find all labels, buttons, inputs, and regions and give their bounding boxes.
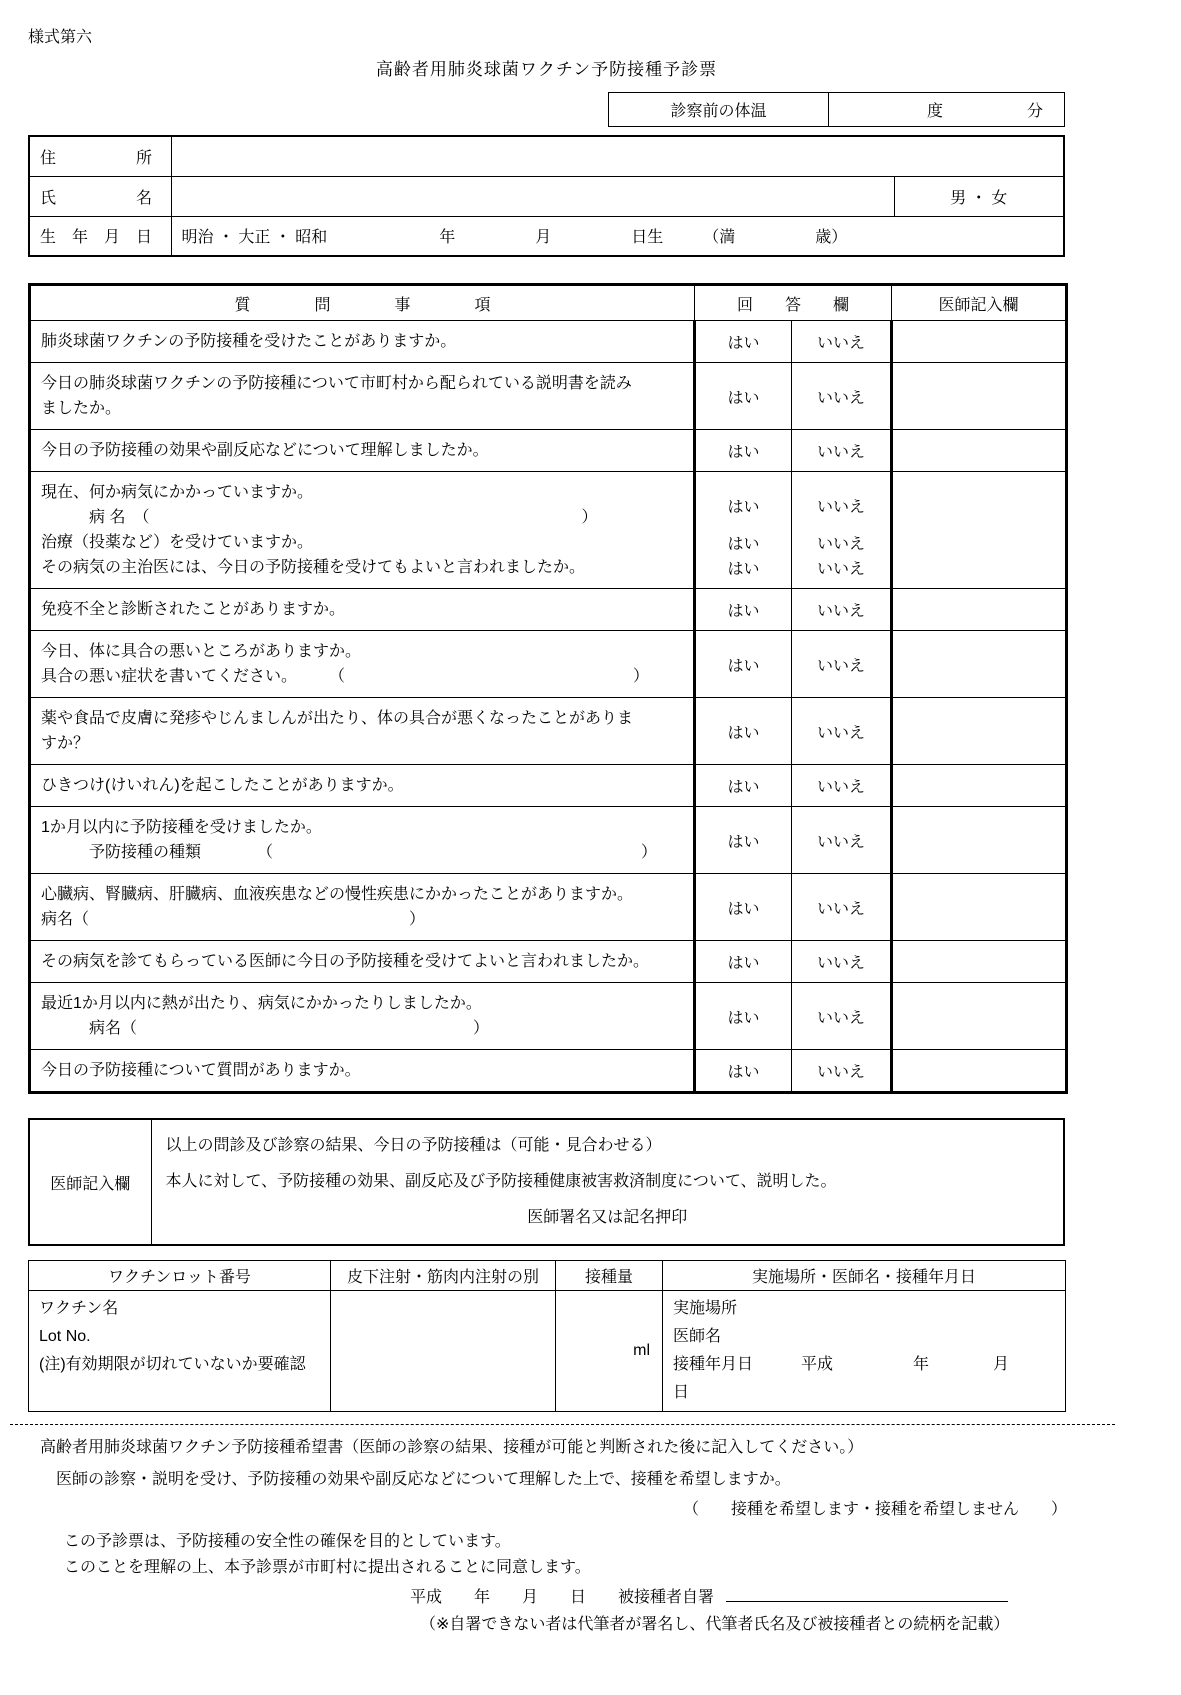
answer-no-cell[interactable]: いいえ [792,321,892,363]
answer-no-cell[interactable]: いいえ [792,589,892,631]
minutes-unit-label: 分 [1026,103,1043,120]
doctor-note-cell[interactable] [892,321,1067,363]
consent-purpose: この予診票は、予防接種の安全性の確保を目的としています。 [64,1533,511,1550]
answer-yes-option[interactable]: はい [727,498,760,516]
answer-yes-cell[interactable]: はい [695,589,792,631]
question-text: 今日の予防接種について質問がありますか。 [30,1050,695,1093]
expiry-note: (注)有効期限が切れていないか要確認 [39,1356,306,1373]
answer-yes-cell[interactable]: はい [695,321,792,363]
answer-no-option[interactable]: いいえ [817,536,866,553]
answer-no-cell[interactable]: いいえ [792,363,892,430]
answer-column-header: 回 答 欄 [695,285,892,321]
doctor-note-cell[interactable] [892,698,1067,765]
doctor-entry-row [29,1119,1064,1245]
name-label: 氏 名 [29,176,171,216]
doctor-note-cell[interactable] [892,983,1067,1050]
vaccination-date-label: 接種年月日 平成 年 月 日 [673,1356,1074,1401]
lot-number-header: ワクチンロット番号 [29,1261,331,1291]
answer-yes-cell[interactable]: はい [695,698,792,765]
doctor-explained-line: 本人に対して、予防接種の効果、副反応及び予防接種健康被害救済制度について、説明した。 [165,1173,837,1190]
answer-yes-cell[interactable]: はい [695,807,792,874]
question-text: ひきつけ(けいれん)を起こしたことがありますか。 [30,765,695,807]
question-row [30,1050,1067,1093]
answer-yes-cell[interactable]: はい [695,941,792,983]
personal-info-table [28,135,1065,257]
doctor-note-cell[interactable] [892,1050,1067,1093]
address-row [29,136,1064,176]
site-doctor-date-header: 実施場所・医師名・接種年月日 [663,1261,1066,1291]
question-row [30,631,1067,698]
vaccine-header-row [29,1261,1066,1291]
consent-question: 医師の診察・説明を受け、予防接種の効果や副反応などについて理解した上で、接種を希望しますか。 [56,1471,791,1488]
answer-no-cell[interactable]: いいえ [792,874,892,941]
question-row [30,983,1067,1050]
temperature-input-cell[interactable] [829,93,1065,127]
answer-no-cell[interactable]: いいえ [792,983,892,1050]
answer-yes-cell[interactable]: はい [695,631,792,698]
answer-yes-cell[interactable]: はい [695,1050,792,1093]
birthdate-label: 生 年 月 日 [29,216,171,256]
answer-no-cell[interactable]: いいえ [792,807,892,874]
doctor-note-cell[interactable] [892,807,1067,874]
question-row [30,472,1067,589]
question-row [30,363,1067,430]
doctor-note-cell[interactable] [892,765,1067,807]
consent-title: 高齢者用肺炎球菌ワクチン予防接種希望書（医師の診察の結果、接種が可能と判断された後に記入してください。） [40,1439,864,1456]
birthdate-row [29,216,1064,256]
answer-yes-option[interactable]: はい [727,561,760,578]
answer-no-option[interactable]: いいえ [817,498,866,516]
questions-body [30,321,1067,1093]
dashed-cut-line [10,1424,1115,1425]
doctor-note-cell[interactable] [892,363,1067,430]
doctor-note-cell[interactable] [892,430,1067,472]
question-text: 心臓病、腎臓病、肝臓病、血液疾患などの慢性疾患にかかったことがありますか。 病名（ ） [30,874,695,941]
vaccine-record-row [29,1291,1066,1412]
doctor-note-cell[interactable] [892,631,1067,698]
answer-yes-cell[interactable]: はい [695,765,792,807]
answer-no-cell[interactable]: いいえ [792,765,892,807]
answer-yes-cell[interactable] [695,472,792,589]
question-row [30,941,1067,983]
answer-no-option[interactable]: いいえ [817,561,866,578]
sex-selector[interactable]: 男 ・ 女 [894,176,1064,216]
injection-route-header: 皮下注射・筋肉内注射の別 [331,1261,556,1291]
address-label: 住 所 [29,136,171,176]
consent-choice[interactable]: （ 接種を希望します・接種を希望しません ） [683,1501,1068,1518]
doctor-signature-label[interactable]: 医師署名又は記名押印 [527,1209,688,1226]
answer-yes-cell[interactable]: はい [695,430,792,472]
birthdate-input-cell[interactable]: 明治 ・ 大正 ・ 昭和 年 月 日生 （満 歳） [171,216,1064,256]
question-text: 肺炎球菌ワクチンの予防接種を受けたことがありますか。 [30,321,695,363]
question-text: 今日、体に具合の悪いところがありますか。 具合の悪い症状を書いてください。 （ ） [30,631,695,698]
consent-date-sign-label[interactable]: 平成 年 月 日 被接種者自署 [410,1589,715,1606]
doctor-result-line[interactable]: 以上の問診及び診察の結果、今日の予防接種は（可能・見合わせる） [165,1137,662,1154]
question-text: その病気を診てもらっている医師に今日の予防接種を受けてよいと言われましたか。 [30,941,695,983]
temperature-table [608,92,1065,127]
question-row [30,698,1067,765]
name-row [29,176,1064,216]
dose-input-cell[interactable] [556,1291,663,1412]
answer-no-cell[interactable]: いいえ [792,430,892,472]
proxy-signature-note: （※自署できない者は代筆者が署名し、代筆者氏名及び被接種者との続柄を記載） [420,1616,1010,1633]
question-text: 免疫不全と診断されたことがありますか。 [30,589,695,631]
answer-yes-cell[interactable]: はい [695,874,792,941]
page-title: 高齢者用肺炎球菌ワクチン予防接種予診票 [375,60,718,79]
question-row [30,807,1067,874]
injection-route-cell[interactable] [331,1291,556,1412]
ml-unit-label: ml [633,1342,650,1359]
temperature-row [609,93,1065,127]
form-content [28,24,1074,1637]
question-text: 最近1か月以内に熱が出たり、病気にかかったりしましたか。 病名（ ） [30,983,695,1050]
vaccine-name-label: ワクチン名 [39,1300,119,1317]
degrees-unit-label: 度 [926,103,943,120]
question-text: 薬や食品で皮膚に発疹やじんましんが出たり、体の具合が悪くなったことがありま すか？ [30,698,695,765]
temperature-units [830,98,1063,121]
answer-yes-option[interactable]: はい [727,536,760,553]
answer-no-cell[interactable]: いいえ [792,698,892,765]
question-text: 今日の肺炎球菌ワクチンの予防接種について市町村から配られている説明書を読み ましたか。 [30,363,695,430]
doctor-column-header: 医師記入欄 [892,285,1067,321]
question-text: 現在、何か病気にかかっていますか。 病 名 （ ） 治療（投薬など）を受けていますか。 その病気の主治医には、今日の予防接種を受けてもよいと言われましたか。 [30,472,695,589]
site-label: 実施場所 [673,1300,738,1317]
questions-header-row [30,285,1067,321]
lot-number-cell[interactable] [29,1291,331,1412]
answer-yes-cell[interactable]: はい [695,363,792,430]
questions-table [28,283,1068,1094]
form-number: 様式第六 [28,29,93,46]
signature-line[interactable] [726,1588,1008,1602]
consent-agreement: このことを理解の上、本予診票が市町村に提出されることに同意します。 [64,1559,591,1576]
site-doctor-date-cell[interactable] [663,1291,1074,1412]
dose-header: 接種量 [556,1261,663,1291]
vaccine-record-table [28,1260,1074,1412]
consent-sign-row [410,1583,1065,1613]
question-text: 1か月以内に予防接種を受けましたか。 予防接種の種類 （ ） [30,807,695,874]
questions-header: 質 問 事 項 [30,285,695,321]
answer-yes-cell[interactable]: はい [695,983,792,1050]
doctor-note-cell[interactable] [892,941,1067,983]
question-row [30,589,1067,631]
doctor-note-cell[interactable] [892,874,1067,941]
consent-section [28,1433,1068,1637]
answer-no-cell[interactable]: いいえ [792,941,892,983]
name-input-cell[interactable] [171,176,894,216]
question-text: 今日の予防接種の効果や副反応などについて理解しましたか。 [30,430,695,472]
question-row [30,765,1067,807]
doctor-note-cell[interactable] [892,472,1067,589]
doctor-entry-label: 医師記入欄 [29,1119,151,1245]
doctor-entry-body [151,1119,1064,1245]
question-row [30,321,1067,363]
answer-no-cell[interactable]: いいえ [792,631,892,698]
answer-no-cell[interactable]: いいえ [792,1050,892,1093]
question-row [30,874,1067,941]
question-row [30,430,1067,472]
answer-no-cell[interactable] [792,472,892,589]
lot-no-label: Lot No. [39,1328,91,1345]
doctor-entry-section [28,1118,1065,1246]
temperature-label: 診察前の体温 [609,93,829,127]
address-input-cell[interactable] [171,136,1064,176]
doctor-note-cell[interactable] [892,589,1067,631]
doctor-name-label: 医師名 [673,1328,722,1345]
